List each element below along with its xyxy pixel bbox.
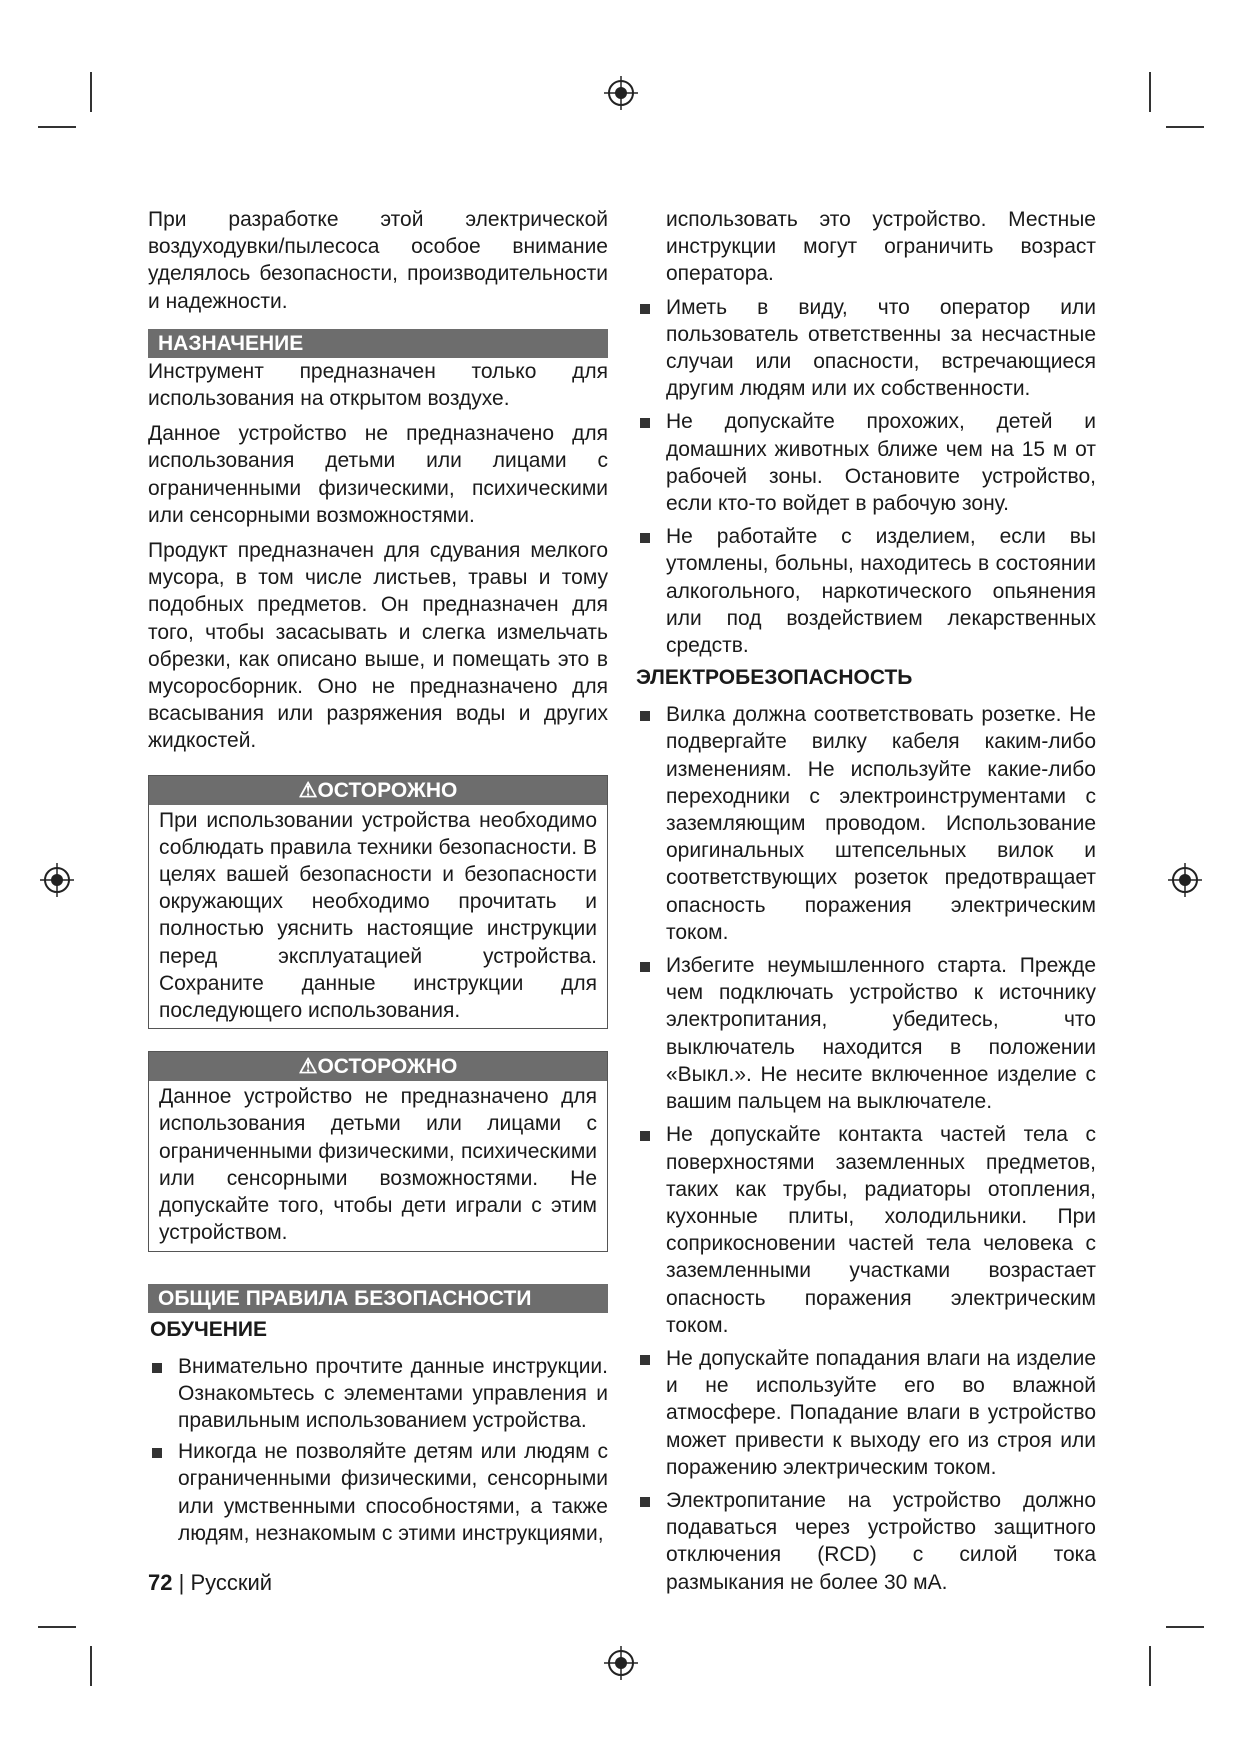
training-list-continued [636,206,1096,659]
page-number: 72 [148,1570,173,1595]
footer-language: Русский [190,1570,273,1595]
registration-mark-icon [40,863,74,897]
crop-mark [1149,1646,1151,1686]
list-item: Не допускайте попадания влаги на изделие и не используйте его во влажной атмосфере. Попадание влаги в устройство может привести к выходу его из строя или поражению электрическим током. [636,1345,1096,1481]
electrical-safety-list [636,701,1096,1596]
caution-box [148,1051,608,1251]
crop-mark [1149,72,1151,112]
section-heading-general-safety: ОБЩИЕ ПРАВИЛА БЕЗОПАСНОСТИ [148,1284,608,1313]
crop-mark [1166,126,1204,128]
registration-mark-icon [1168,863,1202,897]
caution-text: Данное устройство не предназначено для использования детьми или лицами с ограниченными физическими, психическими или сенсорными возможностями. Не допускайте того, чтобы дети играли с этим устройством. [159,1085,597,1245]
bullet-square-icon [640,1355,650,1365]
crop-mark [1166,1626,1204,1628]
section-heading-electrical-safety: ЭЛЕКТРОБЕЗОПАСНОСТЬ [636,666,913,690]
crop-mark [90,1646,92,1686]
bullet-square-icon [640,962,650,972]
bullet-square-icon [640,304,650,314]
footer-separator: | [178,1570,185,1595]
list-item: Вилка должна соответствовать розетке. Не подвергайте вилку кабеля каким-либо изменениям. Не используйте какие-либо переходники с электроинструментами с заземляющим проводом. Использование оригинальных штепсельных вилок и соответствующих розеток предотвращает опасность поражения электрическим током. [636,701,1096,946]
caution-box [148,775,608,1030]
right-column [636,206,1096,1602]
caution-text: При использовании устройства необходимо соблюдать правила техники безопасности. В целях вашей безопасности и безопасности окружающих необходимо прочитать и полностью уяснить настоящие инструкции перед эксплуатацией устройства. Сохраните данные инструкции для последующего использования. [159,808,597,1023]
purpose-paragraph: Продукт предназначен для сдувания мелкого мусора, в том числе листьев, травы и тому подобных предметов. Он предназначен для того, чтобы засасывать и слегка измельчать обрезки, как описано выше, и помещать это в мусоросборник. Оно не предназначено для всасывания или разряжения воды и других жидкостей. [148,539,608,753]
list-item: использовать это устройство. Местные инструкции могут ограничить возраст оператора. [666,208,1096,286]
list-item: Внимательно прочтите данные инструкции. Ознакомьтесь с элементами управления и правильным использованием устройства. [148,1353,608,1435]
bullet-square-icon [152,1363,162,1373]
page-footer [148,1570,272,1596]
section-heading-purpose: НАЗНАЧЕНИЕ [148,329,608,358]
bullet-square-icon [152,1448,162,1458]
bullet-square-icon [640,533,650,543]
left-column [148,206,608,1551]
crop-mark [38,1626,76,1628]
bullet-square-icon [640,418,650,428]
purpose-paragraph: Инструмент предназначен только для использования на открытом воздухе. [148,359,608,411]
crop-mark [38,126,76,128]
caution-heading: ⚠ОСТОРОЖНО [149,776,607,805]
list-item: Электропитание на устройство должно подаваться через устройство защитного отключения (RCD) с силой тока размыкания не более 30 мА. [636,1487,1096,1596]
intro-paragraph: При разработке этой электрической воздуходувки/пылесоса особое внимание уделялось безопасности, производительности и надежности. [148,208,608,313]
caution-heading: ⚠ОСТОРОЖНО [149,1052,607,1081]
bullet-square-icon [640,1497,650,1507]
bullet-square-icon [640,711,650,721]
list-item: Иметь в виду, что оператор или пользователь ответственны за несчастные случаи или опасности, встречающиеся другим людям или их собственности. [636,294,1096,403]
registration-mark-icon [604,1646,638,1680]
bullet-square-icon [640,1131,650,1141]
list-item: Не допускайте контакта частей тела с поверхностями заземленных предметов, таких как трубы, радиаторы отопления, кухонные плиты, холодильники. При соприкосновении частей тела человека с заземленными участками возрастает опасность поражения электрическим током. [636,1121,1096,1339]
warning-icon: ⚠ [298,1055,318,1079]
list-item: Избегите неумышленного старта. Прежде чем подключать устройство к источнику электропитания, убедитесь, что выключатель находится в положении «Выкл.». Не несите включенное изделие с вашим пальцем на выключателе. [636,952,1096,1115]
crop-mark [90,72,92,112]
subheading-training: ОБУЧЕНИЕ [150,1317,267,1341]
warning-icon: ⚠ [298,778,318,802]
list-item: Не допускайте прохожих, детей и домашних животных ближе чем на 15 м от рабочей зоны. Остановите устройство, если кто-то войдет в рабочую зону. [636,408,1096,517]
list-item: Никогда не позволяйте детям или людям с ограниченными физическими, сенсорными или умственными способностями, а также людям, незнакомым с этими инструкциями, [148,1438,608,1547]
purpose-paragraph: Данное устройство не предназначено для использования детьми или лицами с ограниченными физическими, психическими или сенсорными возможностями. [148,422,608,527]
training-list [148,1353,608,1547]
list-item: Не работайте с изделием, если вы утомлены, больны, находитесь в состоянии алкогольного, наркотического опьянения или под воздействием лекарственных средств. [636,523,1096,659]
registration-mark-icon [604,76,638,110]
